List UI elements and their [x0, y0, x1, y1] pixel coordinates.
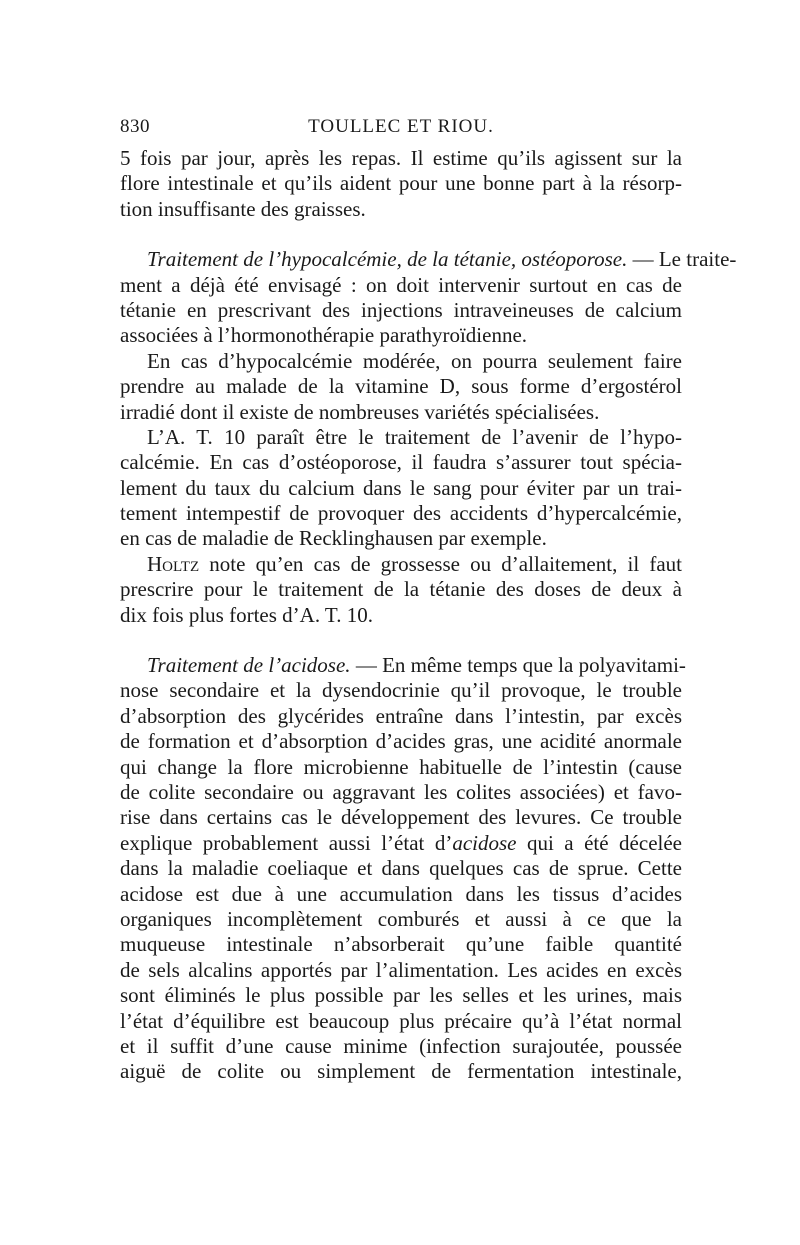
text-line: acidose est due à une accumulation dans les tissus d’acides: [120, 881, 682, 906]
text-line: irradié dont il existe de nombreuses variétés spécialisées.: [120, 399, 600, 424]
text-line: en cas de maladie de Recklinghausen par exemple.: [120, 526, 547, 551]
running-header: [120, 116, 682, 146]
text-line: l’état d’équilibre est beaucoup plus précaire qu’à l’état normal: [120, 1008, 682, 1033]
text-line: lement du taux du calcium dans le sang pour éviter par un trai-: [120, 475, 682, 500]
text-line: muqueuse intestinale n’absorberait qu’une faible quantité: [120, 932, 682, 957]
text-line: organiques incomplètement comburés et aussi à ce que la: [120, 906, 682, 931]
text-line: qui change la flore microbienne habituelle de l’intestin (cause: [120, 754, 682, 779]
text-line: prescrire pour le traitement de la tétanie des doses de deux à: [120, 577, 682, 602]
body-text: [120, 146, 737, 1085]
text-line: aiguë de colite ou simplement de fermentation intestinale,: [120, 1059, 682, 1084]
text-line: rise dans certains cas le développement des levures. Ce trouble: [120, 805, 682, 830]
text-line: tement intempestif de provoquer des accidents d’hypercalcémie,: [120, 501, 682, 526]
running-title: TOULLEC ET RIOU.: [308, 116, 494, 137]
text-fragment: — En même temps que la polyavitami-: [350, 653, 686, 678]
text-line: L’A. T. 10 paraît être le traitement de l’avenir de l’hypo-: [147, 424, 682, 449]
text-line: En cas d’hypocalcémie modérée, on pourra seulement faire: [147, 348, 682, 373]
text-line: et il suffit d’une cause minime (infection surajoutée, poussée: [120, 1033, 682, 1058]
text-line: [120, 831, 682, 856]
section-heading-hypocalcemia: Traitement de l’hypocalcémie, de la tétanie, ostéoporose.: [147, 247, 628, 272]
section-gap: [120, 628, 682, 653]
text-fragment: — Le traite-: [627, 247, 737, 272]
text-line: de formation et d’absorption d’acides gras, une acidité anormale: [120, 729, 682, 754]
document-page: [120, 116, 737, 1085]
page-number: 830: [120, 116, 150, 137]
section-gap: [120, 222, 682, 247]
text-line: dans la maladie coeliaque et dans quelques cas de sprue. Cette: [120, 856, 682, 881]
text-line: dix fois plus fortes d’A. T. 10.: [120, 602, 373, 627]
text-fragment: note qu’en cas de grossesse ou d’allaitement, il faut: [199, 551, 682, 576]
text-line: 5 fois par jour, après les repas. Il estime qu’ils agissent sur la: [120, 146, 682, 170]
section-heading-line: [120, 653, 686, 678]
section-heading-line: [120, 247, 737, 272]
section-heading-acidosis: Traitement de l’acidose.: [147, 653, 351, 678]
section-hypocalcemia: [120, 247, 737, 628]
text-line: ment a déjà été envisagé : on doit intervenir surtout en cas de: [120, 272, 682, 297]
text-line: sont éliminés le plus possible par les selles et les urines, mais: [120, 983, 682, 1008]
text-line: [120, 552, 682, 577]
text-line: associées à l’hormonothérapie parathyroïdienne.: [120, 323, 528, 348]
text-fragment: explique probablement aussi l’état d’: [120, 830, 453, 855]
text-fragment: qui a été décelée: [516, 830, 682, 855]
emphasis-acidose: acidose: [452, 830, 517, 855]
text-line: prendre au malade de la vitamine D, sous forme d’ergostérol: [120, 374, 682, 399]
text-line: tion insuffisante des graisses.: [120, 196, 366, 221]
text-line: d’absorption des glycérides entraîne dans l’intestin, par excès: [120, 703, 682, 728]
paragraph-continuation: [120, 146, 682, 222]
author-name-holtz: Holtz: [147, 551, 200, 576]
section-acidosis: [120, 653, 686, 1085]
text-line: de sels alcalins apportés par l’alimentation. Les acides en excès: [120, 957, 682, 982]
text-line: nose secondaire et la dysendocrinie qu’il provoque, le trouble: [120, 678, 682, 703]
text-line: de colite secondaire ou aggravant les colites associées) et favo-: [120, 779, 682, 804]
text-line: tétanie en prescrivant des injections intraveineuses de calcium: [120, 297, 682, 322]
text-line: flore intestinale et qu’ils aident pour une bonne part à la résorp-: [120, 171, 682, 196]
text-line: calcémie. En cas d’ostéoporose, il faudra s’assurer tout spécia-: [120, 450, 682, 475]
